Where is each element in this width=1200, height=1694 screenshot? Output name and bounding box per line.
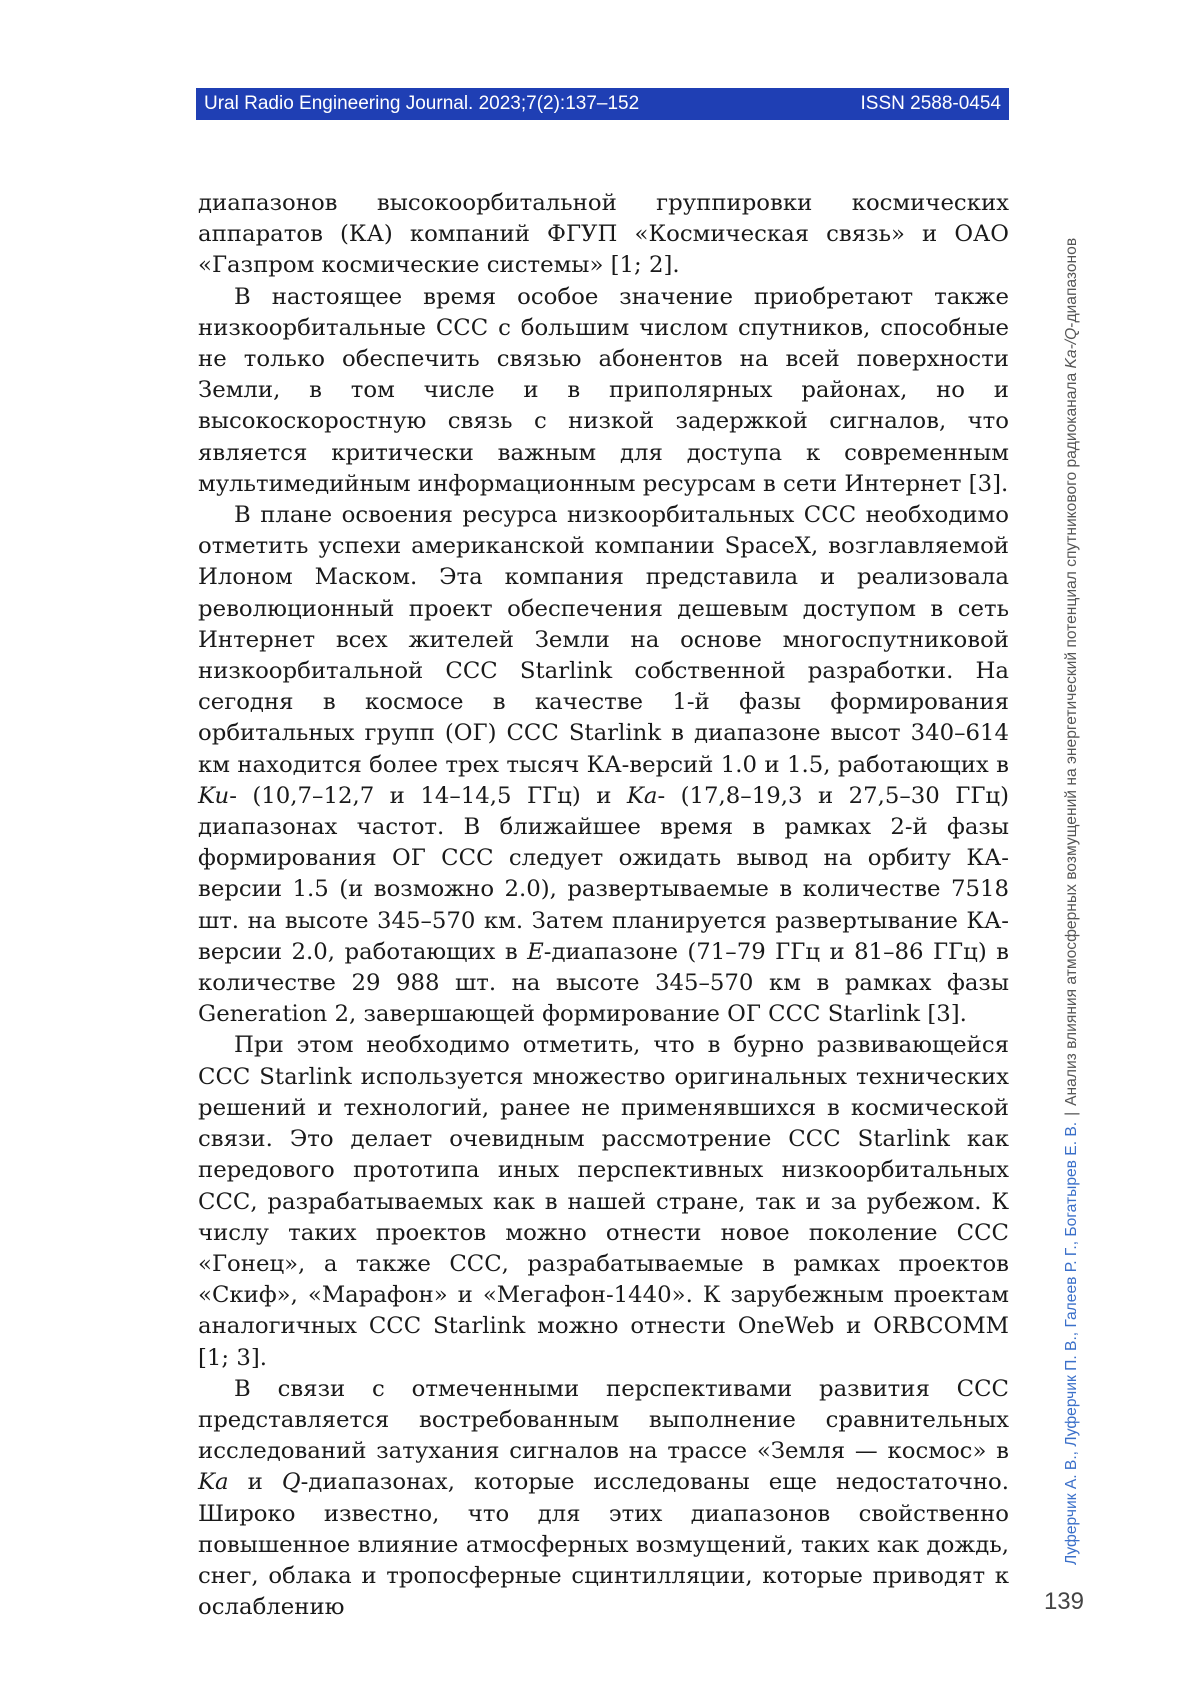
paragraph-2: В настоящее время особое значение приобретают также низкоорбитальные ССС с большим числом спутников, способные не только обеспечить связью абонентов на всей поверхности Земли, в том числе и в приполярных районах, но и высокоскоростную связь с низкой задержкой сигналов, что является критически важным для доступа к современным мультимедийным информационным ресурсам в сети Интернет [3]. <box>198 283 1009 497</box>
running-authors: Луферчик А. В., Луферчик П. В., Галеев Р. Г., Богатырев Е. В. <box>1063 1121 1080 1565</box>
running-title-pre: Анализ влияния атмосферных возмущений на энергетический потенциал спутникового радиоканала <box>1063 368 1080 1106</box>
running-separator: | <box>1063 1111 1080 1116</box>
running-title-bands: Ka-/Q <box>1063 327 1080 369</box>
paragraph-5-text-a: В связи с отмеченными перспективами развития ССС представляется востребованным выполнение сравнительных исследований затухания сигналов на трассе «Земля — космос» в <box>198 1375 1009 1465</box>
running-article-title <box>1063 238 1080 1106</box>
journal-issn: ISSN 2588-0454 <box>860 93 1001 114</box>
paragraph-5-text-c: -диапазонах, которые исследованы еще недостаточно. Широко известно, что для этих диапазонов свойственно повышенное влияние атмосферных возмущений, таких как дождь, снег, облака и тропосферные сцинтилляции, которые приводят к ослаблению <box>198 1469 1010 1621</box>
paragraph-5-text-b: и <box>228 1469 282 1496</box>
page-number: 139 <box>1043 1588 1084 1615</box>
paragraph-5 <box>198 1374 1009 1624</box>
paragraph-4: При этом необходимо отметить, что в бурно развивающейся ССС Starlink используется множество оригинальных технических решений и технологий, ранее не применявшихся в космической связи. Это делает очевидным рассмотрение ССС Starlink как передового прототипа иных перспективных низкоорбитальных ССС, разрабатываемых как в нашей стране, так и за рубежом. К числу таких проектов можно отнести новое поколение ССС «Гонец», а также ССС, разрабатываемые в рамках проектов «Скиф», «Марафон» и «Мегафон-1440». К зарубежным проектам аналогичных ССС Starlink можно отнести OneWeb и ORBCOMM [1; 3]. <box>198 1032 1009 1371</box>
article-body <box>198 188 1009 1623</box>
paragraph-3-text-a: В плане освоения ресурса низкоорбитальных ССС необходимо отметить успехи американской компании SpaceX, возглавляемой Илоном Маском. Эта компания представила и реализовала революционный проект обеспечения дешевым доступом в сеть Интернет всех жителей Земли на основе многоспутниковой низкоорбитальной ССС Starlink собственной разработки. На сегодня в космосе в качестве 1-й фазы формирования орбитальных групп (ОГ) ССС Starlink в диапазоне высот 340–614 км находится более трех тысяч КА-версий 1.0 и 1.5, работающих в <box>198 502 1009 778</box>
running-title-text <box>1062 238 1082 1565</box>
journal-citation: Ural Radio Engineering Journal. 2023;7(2):137–152 <box>204 93 640 114</box>
paragraph-3-text-b: - (10,7–12,7 и 14–14,5 ГГц) и <box>229 782 627 809</box>
paragraph-3-text-d: -диапазоне (71–79 ГГц и 81–86 ГГц) в количестве 29 988 шт. на высоте 345–570 км в рамках фазы Generation 2, завершающей формирование ОГ ССС Starlink [3]. <box>198 938 1009 1028</box>
q-band-term: Q <box>281 1469 301 1496</box>
ku-band-term: Ku <box>198 782 230 809</box>
running-title-post: -диапазонов <box>1063 237 1080 328</box>
e-band-term: E <box>527 938 544 965</box>
ka-band-term: Ka <box>198 1469 229 1496</box>
paragraph-3-text-c: - (17,8–19,3 и 27,5–30 ГГц) диапазонах частот. В ближайшее время в рамках 2-й фазы формирования ОГ ССС следует ожидать вывод на орбиту КА-версии 1.5 (и возможно 2.0), развертываемые в количестве 7518 шт. на высоте 345–570 км. Затем планируется развертывание КА-версии 2.0, работающих в <box>198 782 1009 965</box>
ka-band-term: Ka <box>626 782 658 809</box>
paragraph-3 <box>198 500 1009 1030</box>
paragraph-1: диапазонов высокоорбитальной группировки космических аппаратов (КА) компаний ФГУП «Космическая связь» и ОАО «Газпром космические системы» [1; 2]. <box>198 190 1009 279</box>
journal-header-bar <box>196 88 1009 120</box>
